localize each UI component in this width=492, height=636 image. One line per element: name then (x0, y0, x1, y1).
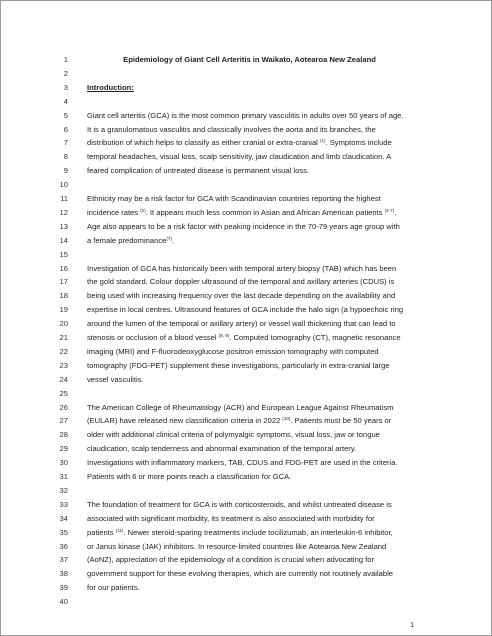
line-text (87, 402, 412, 413)
line-text-segment: The foundation of treatment for GCA is with corticosteroids, and whilst untreated disease is (87, 499, 392, 509)
line-text-segment: the gold standard. Colour doppler ultrasound of the temporal and axillary arteries (CDUS) is (87, 277, 395, 287)
line-text-segment: Giant cell arteritis (GCA) is the most common primary vasculitis in adults over 50 years of age. (87, 110, 404, 120)
document-line (0, 151, 492, 162)
document-line (0, 360, 492, 371)
line-text (87, 415, 412, 426)
line-text (87, 318, 412, 329)
line-text-segment: a female predominance (87, 235, 167, 245)
line-text (87, 582, 412, 593)
document-line (0, 290, 492, 301)
line-text (87, 290, 412, 301)
document-line (0, 582, 492, 593)
document-line (0, 165, 492, 176)
document-title (87, 54, 412, 65)
line-number: 2 (63, 68, 68, 78)
document-line (0, 249, 492, 260)
line-text-segment: expertise in local centres. Ultrasound features of GCA include the halo sign (a hypoechoic ring (87, 305, 404, 315)
document-line (0, 124, 492, 135)
citation-superscript: (10) (282, 416, 291, 422)
line-number: 21 (59, 333, 68, 342)
line-number: 16 (59, 263, 68, 273)
line-text-segment: . Newer steroid-sparing treatments include tocilizumab, an interleukin-6 inhibitor, (123, 527, 393, 537)
line-text-segment: . Patients must be 50 years or (290, 416, 392, 426)
line-number: 8 (63, 152, 68, 162)
line-number: 37 (59, 555, 68, 565)
line-number: 35 (59, 527, 68, 537)
line-text-segment: imaging (MRI) and F-fluorodeoxyglucose positron emission tomography with computed (87, 346, 379, 356)
line-text (87, 263, 412, 274)
line-text (87, 221, 412, 232)
line-number: 9 (63, 166, 68, 176)
line-number: 4 (63, 96, 68, 106)
line-number: 33 (59, 499, 68, 509)
line-number: 24 (59, 374, 68, 384)
document-line (0, 513, 492, 524)
document-line (0, 263, 492, 274)
line-number: 40 (59, 597, 68, 607)
line-text-segment: . (171, 235, 174, 245)
line-text (87, 360, 412, 371)
line-number: 28 (59, 430, 68, 440)
line-number: 31 (59, 472, 68, 481)
line-number: 39 (59, 583, 68, 593)
line-text-segment: for our patients. (87, 583, 140, 593)
line-text-segment: . (394, 207, 397, 217)
document-line (0, 471, 492, 482)
document-line (0, 499, 492, 510)
line-number: 38 (59, 569, 68, 579)
line-text-segment: vessel vasculitis. (87, 374, 144, 384)
line-text-segment: Ethnicity may be a risk factor for GCA with Scandinavian countries reporting the highest (87, 194, 381, 203)
document-line (0, 304, 492, 315)
line-number: 34 (59, 513, 68, 523)
document-line (0, 68, 492, 79)
document-line (0, 443, 492, 454)
line-text-segment: . Computed tomography (CT), magnetic resonance (229, 333, 401, 342)
line-text (87, 554, 412, 565)
document-line (0, 221, 492, 232)
document-line (0, 485, 492, 496)
document-line (0, 207, 492, 218)
line-text-segment: Investigation of GCA has historically been with temporal artery biopsy (TAB) which has been (87, 263, 397, 273)
document-line (0, 110, 492, 121)
citation-superscript: (8, 9) (218, 333, 230, 338)
line-text (87, 151, 412, 162)
line-number: 10 (59, 180, 68, 190)
line-text (87, 443, 412, 454)
line-text (87, 165, 412, 176)
line-text (87, 471, 412, 482)
line-text-segment: stenosis or occlusion of a blood vessel (87, 333, 219, 342)
line-text (87, 568, 412, 579)
citation-superscript: (3-7) (384, 207, 395, 213)
document-line (0, 276, 492, 287)
line-text-segment: The American College of Rheumatology (ACR) and European League Against Rheumatism (87, 402, 394, 412)
line-text-segment: claudication, scalp tenderness and abnormal examination of the temporal artery. (87, 444, 357, 454)
line-number: 5 (63, 110, 68, 120)
line-text-segment: Age also appears to be a risk factor with peaking incidence in the 70-79 years age group with (87, 221, 400, 231)
line-text (87, 527, 412, 538)
citation-superscript: (1) (319, 138, 326, 144)
line-text (87, 193, 412, 204)
line-text-segment: (EULAR) have released new classification criteria in 2022 (87, 416, 283, 426)
line-number: 36 (59, 541, 68, 551)
line-number: 18 (59, 291, 68, 301)
line-text (87, 499, 412, 510)
document-line (0, 457, 492, 468)
line-text (87, 457, 412, 468)
document-line (0, 193, 492, 204)
line-text (87, 124, 412, 135)
line-text-segment: around the lumen of the temporal or axillary artery) or vessel wall thickening that can lead to (87, 319, 396, 329)
document-line (0, 415, 492, 426)
line-text-segment: patients (87, 527, 116, 537)
line-number: 11 (60, 194, 68, 203)
document-line (0, 82, 492, 93)
citation-superscript: (2) (140, 207, 146, 213)
document-line (0, 96, 492, 107)
line-number: 3 (63, 82, 68, 92)
line-number: 30 (59, 458, 68, 468)
line-number: 32 (59, 485, 68, 495)
page-number: 1 (410, 620, 415, 629)
line-number: 19 (59, 305, 68, 315)
line-text-segment: temporal headaches, visual loss, scalp sensitivity, jaw claudication and limb claudication. A (87, 152, 392, 162)
line-text-segment: or Janus kinase (JAK) inhibitors. In resource-limited countries like Aotearoa New Zealand (87, 541, 387, 551)
line-text-segment: distribution of which helps to classify as either cranial or extra-cranial (87, 138, 320, 148)
line-text-segment: Epidemiology of Giant Cell Arteritis in Waikato, Aotearoa New Zealand (123, 55, 376, 64)
document-line (0, 179, 492, 190)
line-text-segment: feared complication of untreated disease is permanent visual loss. (87, 166, 310, 176)
line-text-segment: incidence rates (87, 207, 141, 217)
citation-superscript: (11) (115, 527, 124, 533)
line-text (87, 207, 412, 218)
line-number: 25 (59, 388, 68, 398)
document-line (0, 332, 492, 343)
line-text-segment: . It appears much less common in Asian and African American patients (145, 207, 385, 217)
line-text (87, 137, 412, 148)
line-text-segment: Patients with 6 or more points reach a classification for GCA. (87, 472, 292, 481)
document-line (0, 596, 492, 607)
line-text-segment: tomography (FDG-PET) supplement these investigations, particularly in extra-cranial large (87, 360, 390, 370)
line-number: 6 (63, 124, 68, 134)
document-line (0, 137, 492, 148)
section-heading (87, 82, 412, 93)
line-number: 13 (59, 221, 68, 231)
line-number: 7 (63, 138, 68, 148)
line-number: 15 (59, 249, 68, 259)
line-text (87, 235, 412, 246)
document-line (0, 388, 492, 399)
document-line (0, 541, 492, 552)
line-number: 29 (59, 444, 68, 454)
document-line (0, 374, 492, 385)
line-text-segment: (AoNZ), appreciation of the epidemiology of a condition is crucial when advocating for (87, 555, 375, 565)
line-text-segment: associated with significant morbidity, its treatment is also associated with morbidity for (87, 513, 375, 523)
line-text-segment: It is a granulomatous vasculitis and classically involves the aorta and its branches, the (87, 124, 376, 134)
line-text (87, 346, 412, 357)
line-number: 22 (59, 346, 68, 356)
document-line (0, 402, 492, 413)
line-text-segment: government support for these evolving therapies, which are currently not routinely available (87, 569, 394, 579)
line-text (87, 276, 412, 287)
citation-superscript: (7) (166, 235, 172, 241)
document-line (0, 527, 492, 538)
line-number: 26 (59, 402, 68, 412)
line-text (87, 110, 412, 121)
line-text (87, 332, 412, 343)
line-number: 23 (59, 360, 68, 370)
line-text-segment: Introduction: (87, 82, 134, 92)
line-number: 12 (59, 207, 68, 217)
document-line (0, 346, 492, 357)
line-text (87, 541, 412, 552)
line-text (87, 374, 412, 385)
document-line (0, 429, 492, 440)
document-line (0, 54, 492, 65)
document-line (0, 554, 492, 565)
line-text-segment: Investigations with inflammatory markers, TAB, CDUS and FDG-PET are used in the criteria. (87, 458, 398, 468)
line-number: 14 (59, 235, 68, 245)
line-number: 1 (63, 55, 68, 64)
line-number: 20 (59, 319, 68, 329)
document-line (0, 568, 492, 579)
line-text (87, 513, 412, 524)
line-number: 27 (59, 416, 68, 426)
line-text (87, 304, 412, 315)
document-line (0, 318, 492, 329)
line-text (87, 429, 412, 440)
line-number: 17 (59, 277, 68, 287)
line-text-segment: being used with increasing frequency over the last decade depending on the availability and (87, 291, 396, 301)
document-line (0, 235, 492, 246)
line-text-segment: older with additional clinical criteria of polymyalgic symptoms, visual loss, jaw or tongue (87, 430, 380, 440)
line-text-segment: . Symptoms include (325, 138, 392, 148)
